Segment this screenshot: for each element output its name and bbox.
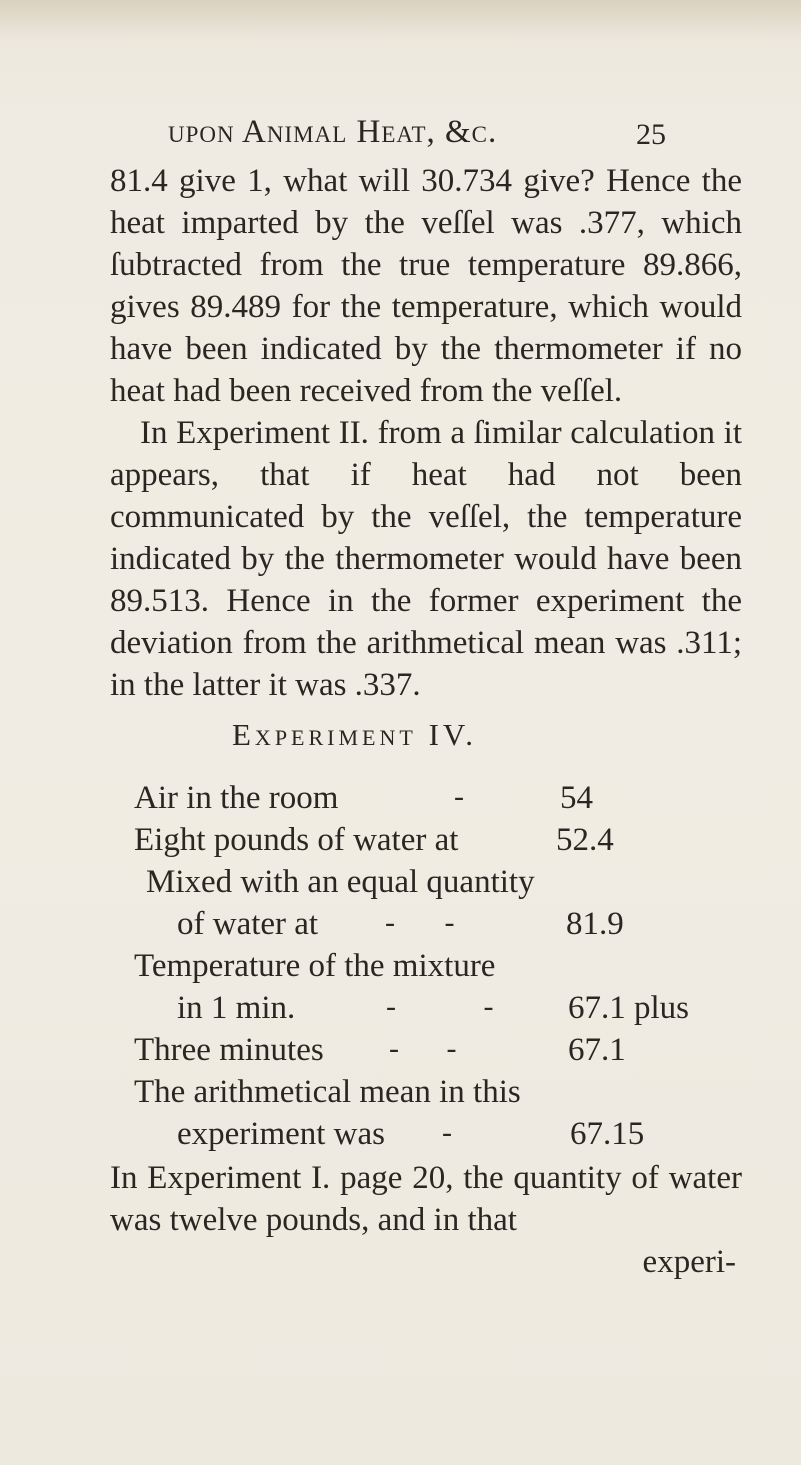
table-row-dashes: - - bbox=[389, 1032, 457, 1065]
table-row-value: 52.4 bbox=[556, 822, 614, 858]
experiment-heading-text: Experiment IV. bbox=[232, 717, 478, 752]
table-row-value: 67.15 bbox=[570, 1116, 645, 1152]
table-row-label: Air in the room bbox=[134, 780, 339, 816]
table-row-label: Eight pounds of water at bbox=[134, 822, 459, 858]
page-number: 25 bbox=[636, 118, 666, 151]
running-head bbox=[168, 114, 588, 151]
table-row-label: in 1 min. bbox=[177, 990, 296, 1026]
closing-text bbox=[110, 1157, 742, 1283]
table-row-dashes: - bbox=[454, 780, 464, 813]
table-row-value: 67.1 bbox=[568, 1032, 626, 1068]
table-row-value: 67.1 plus bbox=[568, 990, 690, 1026]
running-head-text: upon Animal Heat, &c. bbox=[168, 114, 498, 150]
table-row-label: experiment was bbox=[177, 1116, 386, 1152]
table-row-dashes: - - bbox=[385, 906, 455, 939]
page-top-edge bbox=[0, 0, 801, 42]
table-row-dashes: - bbox=[442, 1116, 452, 1149]
table-row-label: Temperature of the mixture bbox=[134, 948, 496, 984]
table-row-label: Mixed with an equal quantity bbox=[146, 864, 535, 900]
closing-paragraph: In Experiment I. page 20, the quantity of water was twelve pounds, and in that bbox=[110, 1160, 742, 1238]
paragraph-2: In Experiment II. from a ſimilar calculation it appears, that if heat had not been communicated by the veſſel, the temperature indicated by the thermometer would have been 89.513. Hence in the former experiment the deviation from the arithmetical mean was .311; in the latter it was .337. bbox=[110, 415, 742, 703]
catchword: experi- bbox=[642, 1244, 736, 1280]
table-row-value: 54 bbox=[560, 780, 593, 816]
experiment-heading bbox=[232, 717, 652, 753]
table-row-value: 81.9 bbox=[566, 906, 624, 942]
paragraph-1: 81.4 give 1, what will 30.734 give? Hence the heat imparted by the veſſel was .377, which ſubtracted from the true temperature 89.866, gives 89.489 for the temperature, which would have been indicated by the thermometer if no heat had been received from the veſſel. bbox=[110, 163, 742, 409]
table-row-label: The arithmetical mean in this bbox=[134, 1074, 521, 1110]
table-row-label: Three minutes bbox=[134, 1032, 324, 1068]
body-text bbox=[110, 160, 742, 706]
table-row-dashes: - - bbox=[386, 990, 494, 1023]
table-row-label: of water at bbox=[177, 906, 319, 942]
